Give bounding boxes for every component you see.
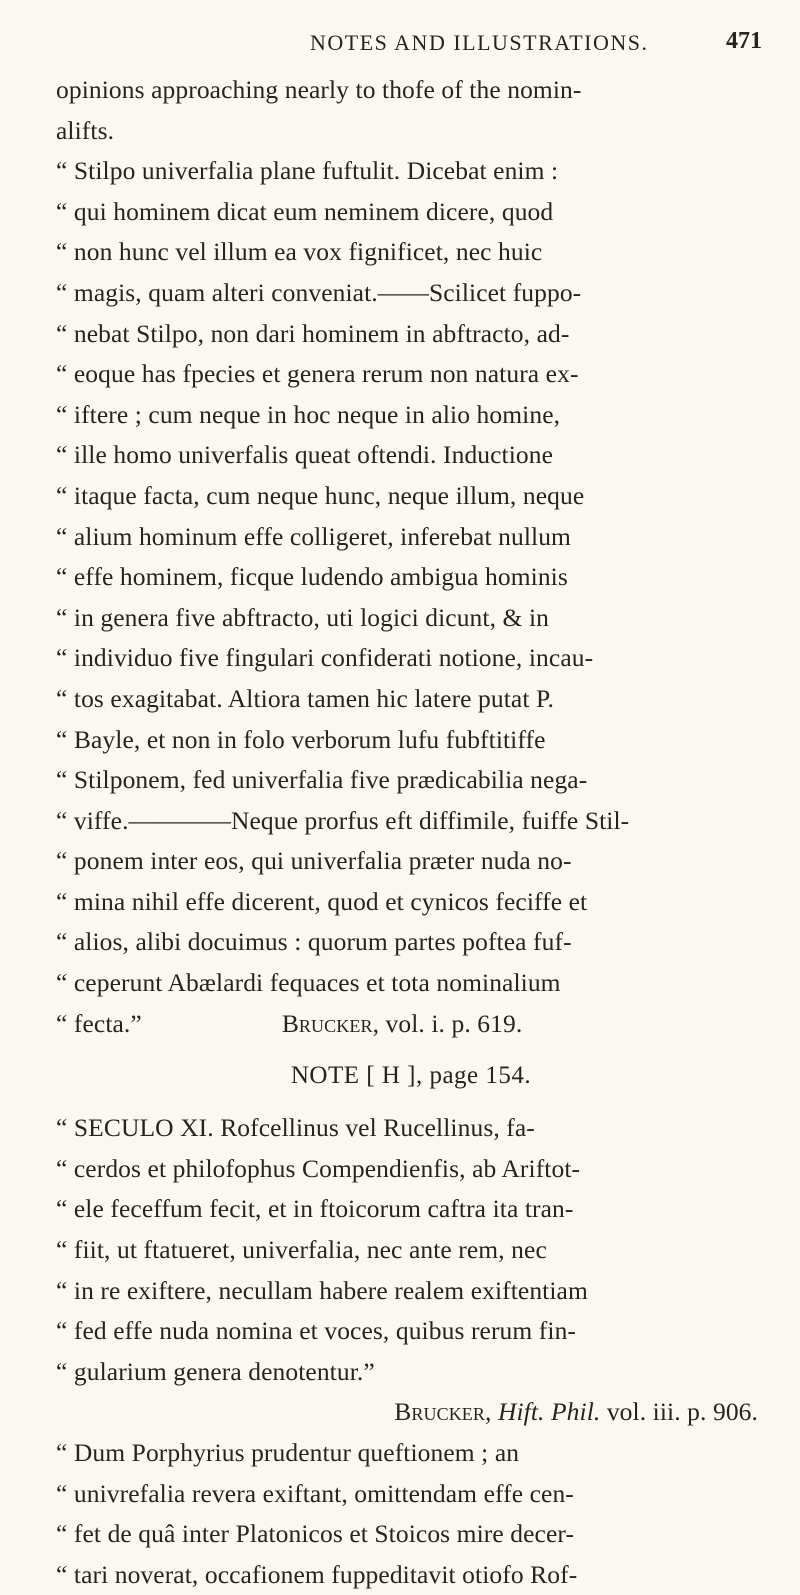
text-line: “ Stilpo univerfalia plane fuftulit. Dicebat enim : <box>56 156 559 186</box>
citation-author: Brucker <box>394 1397 486 1427</box>
citation-line <box>56 1004 766 1045</box>
text-line: “ individuo five fingulari confiderati notione, incau- <box>56 643 594 673</box>
text-line: “ ponem inter eos, qui univerfalia præter nuda no- <box>56 846 572 876</box>
text-line: “ alium hominum effe colligeret, inferebat nullum <box>56 521 571 551</box>
note-heading: NOTE [ H ], page 154. <box>290 1062 532 1090</box>
text-line: “ gularium genera denotentur.” <box>56 1356 375 1386</box>
text-line: “ ele feceffum fecit, et in ftoicorum caftra ita tran- <box>56 1194 574 1224</box>
text-line: “ mina nihil effe dicerent, quod et cynicos feciffe et <box>56 886 588 916</box>
text-line: “ SECULO XI. Rofcellinus vel Rucellinus, fa- <box>56 1113 535 1143</box>
text-line: “ fed effe nuda nomina et voces, quibus rerum fin- <box>56 1316 577 1346</box>
text-line: “ viffe.————Neque prorfus eft diffimile, fuiffe Stil- <box>56 805 630 835</box>
text-line: “ tos exagitabat. Altiora tamen hic latere putat P. <box>56 683 554 713</box>
text-line: “ ille homo univerfalis queat oftendi. Inductione <box>56 440 554 470</box>
text-line: “ cerdos et philofophus Compendienfis, ab Ariftot- <box>56 1153 581 1183</box>
text-line: “ univrefalia revera exiftant, omittendam effe cen- <box>56 1478 574 1508</box>
text-line: “ eoque has fpecies et genera rerum non natura ex- <box>56 359 579 389</box>
page-number: 471 <box>726 28 762 54</box>
running-title: NOTES AND ILLUSTRATIONS. <box>310 30 649 55</box>
running-head <box>110 16 762 56</box>
text-line: “ non hunc vel illum ea vox fignificet, nec huic <box>56 237 543 267</box>
text-line: “ in genera five abftracto, uti logici dicunt, & in <box>56 602 549 632</box>
citation-reference: vol. iii. p. 906. <box>600 1397 758 1427</box>
quote-end: “ fecta.” <box>56 1008 142 1038</box>
text-line: “ in re exiftere, necullam habere realem exiftentiam <box>56 1275 588 1305</box>
text-line: “ alios, alibi docuimus : quorum partes poftea fuf- <box>56 927 572 957</box>
text-line: “ effe hominem, ficque ludendo ambigua hominis <box>56 562 568 592</box>
body-text <box>56 70 766 1595</box>
citation-work: Hift. Phil. <box>497 1397 601 1427</box>
text-line: “ tari noverat, occafionem fuppeditavit otiofo Rof- <box>56 1559 578 1589</box>
text-line: “ fiit, ut ftatueret, univerfalia, nec ante rem, nec <box>56 1235 547 1265</box>
text-line: “ magis, quam alteri conveniat.——Scilicet fuppo- <box>56 277 582 307</box>
text-line: “ Dum Porphyrius prudentur queftionem ; an <box>56 1438 520 1467</box>
text-line: “ iftere ; cum neque in hoc neque in alio homine, <box>56 399 561 429</box>
text-line: “ itaque facta, cum neque hunc, neque illum, neque <box>56 480 585 510</box>
text-line: alifts. <box>56 115 115 145</box>
citation-reference: , vol. i. p. 619. <box>372 1008 523 1038</box>
citation-line: Brucker, Hift. Phil. vol. iii. p. 906. <box>394 1397 758 1427</box>
citation-author: Brucker <box>281 1008 373 1038</box>
text-line: “ nebat Stilpo, non dari hominem in abftracto, ad- <box>56 318 570 348</box>
text-line: “ Stilponem, fed univerfalia five prædicabilia nega- <box>56 765 588 795</box>
text-line: opinions approaching nearly to thofe of the nomin- <box>56 75 582 104</box>
text-line: “ Bayle, et non in folo verborum lufu fubftitiffe <box>56 724 546 754</box>
text-line: “ fet de quâ inter Platonicos et Stoicos mire decer- <box>56 1519 575 1549</box>
text-line: “ ceperunt Abælardi fequaces et tota nominalium <box>56 968 561 998</box>
text-line: “ qui hominem dicat eum neminem dicere, quod <box>56 196 554 226</box>
